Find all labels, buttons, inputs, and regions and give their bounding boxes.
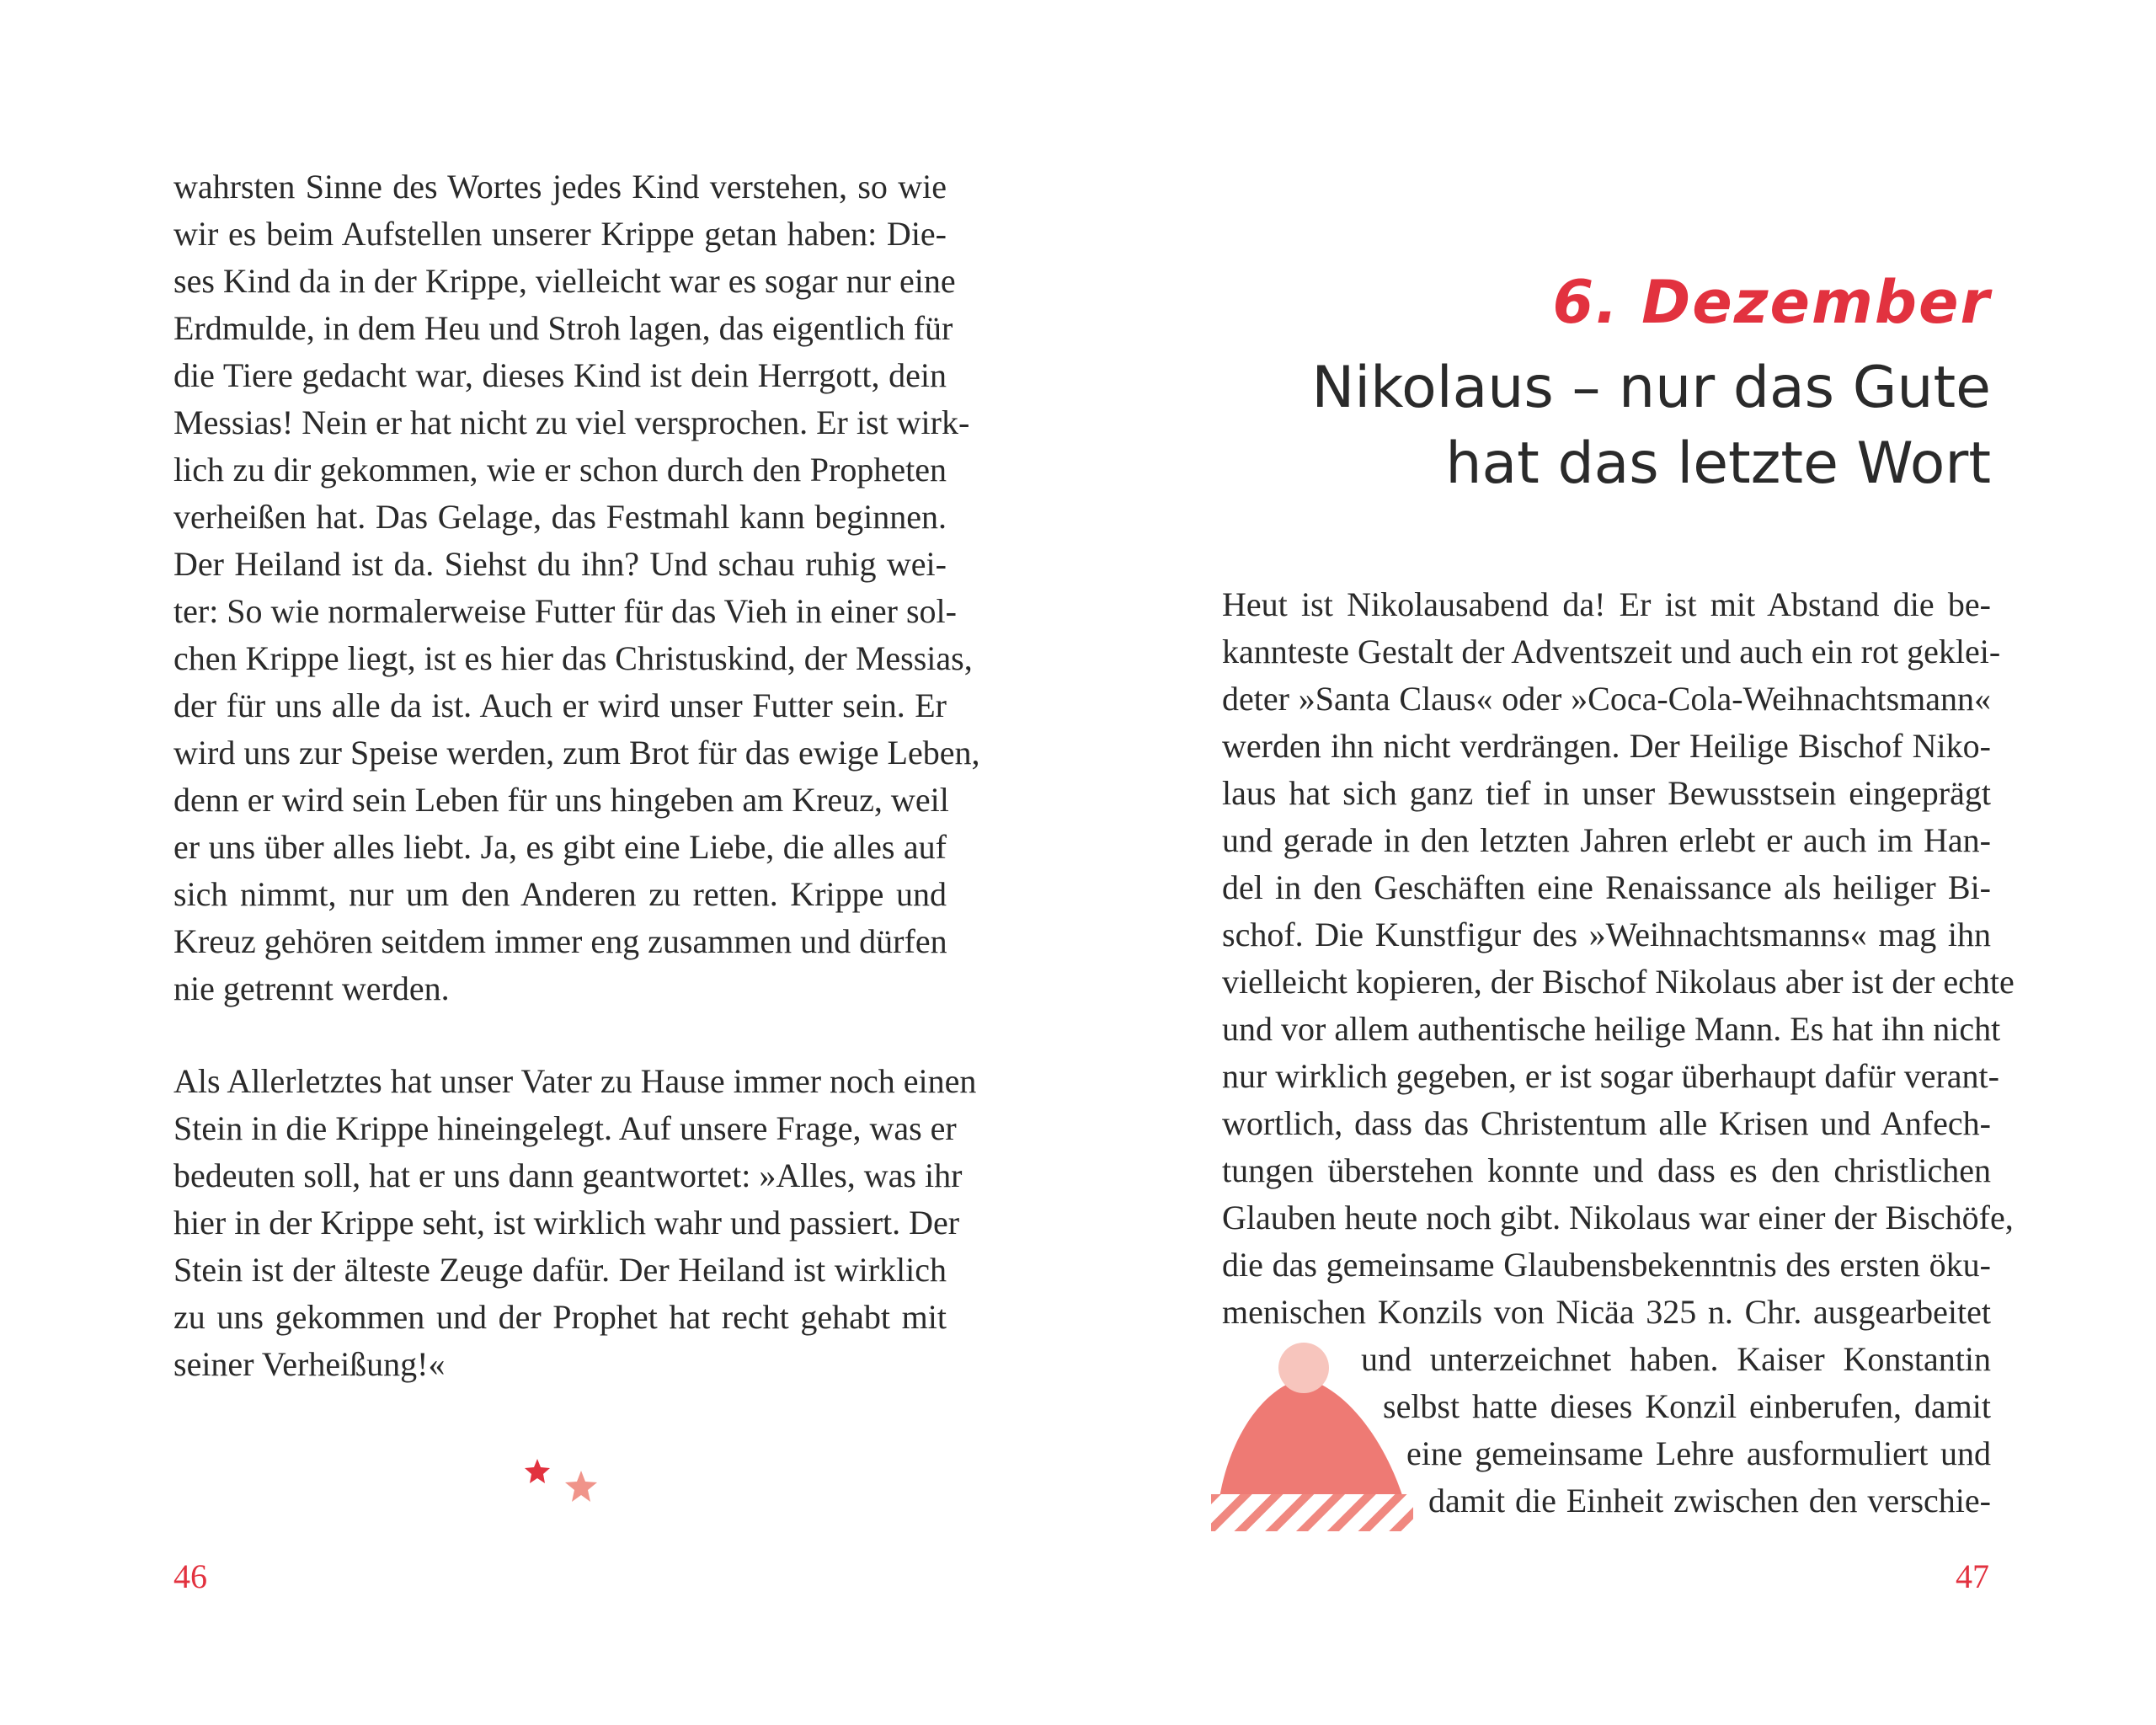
text-line: die das gemeinsame Glaubensbekenntnis des ersten öku-	[1222, 1246, 1991, 1284]
text-line: kannteste Gestalt der Adventszeit und auch ein rot geklei-	[1222, 633, 2001, 670]
text-line: zu uns gekommen und der Prophet hat recht gehabt mit	[173, 1298, 947, 1336]
text-line: schof. Die Kunstfigur des »Weihnachtsmanns« mag ihn	[1222, 916, 1991, 953]
text-line: eine gemeinsame Lehre ausformuliert und	[1406, 1434, 1991, 1472]
text-line: lich zu dir gekommen, wie er schon durch den Propheten	[173, 451, 947, 489]
text-line: Der Heiland ist da. Siehst du ihn? Und schau ruhig wei-	[173, 545, 947, 583]
text-line: damit die Einheit zwischen den verschie-	[1428, 1482, 1991, 1519]
santa-hat-icon	[1211, 1338, 1413, 1533]
text-line: Heut ist Nikolausabend da! Er ist mit Abstand die be-	[1222, 585, 1991, 623]
text-line: Als Allerletztes hat unser Vater zu Hause immer noch einen	[173, 1062, 977, 1100]
stars-icon	[522, 1457, 606, 1516]
chapter-date: 6. Dezember	[1552, 268, 1991, 337]
text-line: nur wirklich gegeben, er ist sogar überhaupt dafür verant-	[1222, 1057, 1999, 1095]
text-line: Messias! Nein er hat nicht zu viel versprochen. Er ist wirk-	[173, 403, 970, 441]
text-line: chen Krippe liegt, ist es hier das Christuskind, der Messias,	[173, 639, 973, 677]
text-line: menischen Konzils von Nicäa 325 n. Chr. ausgearbeitet	[1222, 1293, 1991, 1331]
text-line: werden ihn nicht verdrängen. Der Heilige Bischof Niko-	[1222, 727, 1991, 765]
text-line: verheißen hat. Das Gelage, das Festmahl kann beginnen.	[173, 498, 947, 536]
text-line: vielleicht kopieren, der Bischof Nikolaus aber ist der echte	[1222, 963, 2015, 1001]
text-line: wir es beim Aufstellen unserer Krippe getan haben: Die-	[173, 215, 947, 253]
text-line: seiner Verheißung!«	[173, 1345, 446, 1383]
text-line: und unterzeichnet haben. Kaiser Konstantin	[1361, 1340, 1991, 1378]
text-line: Glauben heute noch gibt. Nikolaus war einer der Bischöfe,	[1222, 1199, 2014, 1236]
text-line: laus hat sich ganz tief in unser Bewusstsein eingeprägt	[1222, 774, 1991, 812]
text-line: und gerade in den letzten Jahren erlebt er auch im Han-	[1222, 821, 1991, 859]
text-line: tungen überstehen konnte und dass es den christlichen	[1222, 1151, 1991, 1189]
text-line: selbst hatte dieses Konzil einberufen, damit	[1383, 1387, 1991, 1425]
text-line: wortlich, dass das Christentum alle Krisen und Anfech-	[1222, 1104, 1991, 1142]
text-line: und vor allem authentische heilige Mann. Es hat ihn nicht	[1222, 1010, 2001, 1048]
text-line: Kreuz gehören seitdem immer eng zusammen und dürfen	[173, 922, 947, 960]
text-line: del in den Geschäften eine Renaissance als heiliger Bi-	[1222, 868, 1991, 906]
text-line: wird uns zur Speise werden, zum Brot für das ewige Leben,	[173, 734, 980, 772]
page-number: 47	[1956, 1557, 1989, 1595]
text-line: bedeuten soll, hat er uns dann geantwortet: »Alles, was ihr	[173, 1156, 963, 1194]
text-line: denn er wird sein Leben für uns hingeben am Kreuz, weil	[173, 781, 949, 819]
text-line: Erdmulde, in dem Heu und Stroh lagen, das eigentlich für	[173, 309, 953, 347]
text-line: nie getrennt werden.	[173, 969, 450, 1007]
text-line: deter »Santa Claus« oder »Coca-Cola-Weihnachtsmann«	[1222, 680, 1991, 718]
text-line: wahrsten Sinne des Wortes jedes Kind verstehen, so wie	[173, 168, 947, 206]
text-line: die Tiere gedacht war, dieses Kind ist dein Herrgott, dein	[173, 356, 947, 394]
page-number: 46	[173, 1557, 207, 1595]
text-line: Stein ist der älteste Zeuge dafür. Der Heiland ist wirklich	[173, 1251, 947, 1289]
text-line: ses Kind da in der Krippe, vielleicht war es sogar nur eine	[173, 262, 956, 300]
chapter-title-line: hat das letzte Wort	[1445, 430, 1991, 497]
text-line: ter: So wie normalerweise Futter für das Vieh in einer sol-	[173, 592, 957, 630]
text-line: der für uns alle da ist. Auch er wird unser Futter sein. Er	[173, 686, 947, 724]
text-line: hier in der Krippe seht, ist wirklich wahr und passiert. Der	[173, 1204, 960, 1242]
text-line: Stein in die Krippe hineingelegt. Auf unsere Frage, was er	[173, 1109, 957, 1147]
text-line: er uns über alles liebt. Ja, es gibt eine Liebe, die alles auf	[173, 828, 947, 866]
text-line: sich nimmt, nur um den Anderen zu retten. Krippe und	[173, 875, 947, 913]
chapter-title-line: Nikolaus – nur das Gute	[1311, 355, 1991, 421]
